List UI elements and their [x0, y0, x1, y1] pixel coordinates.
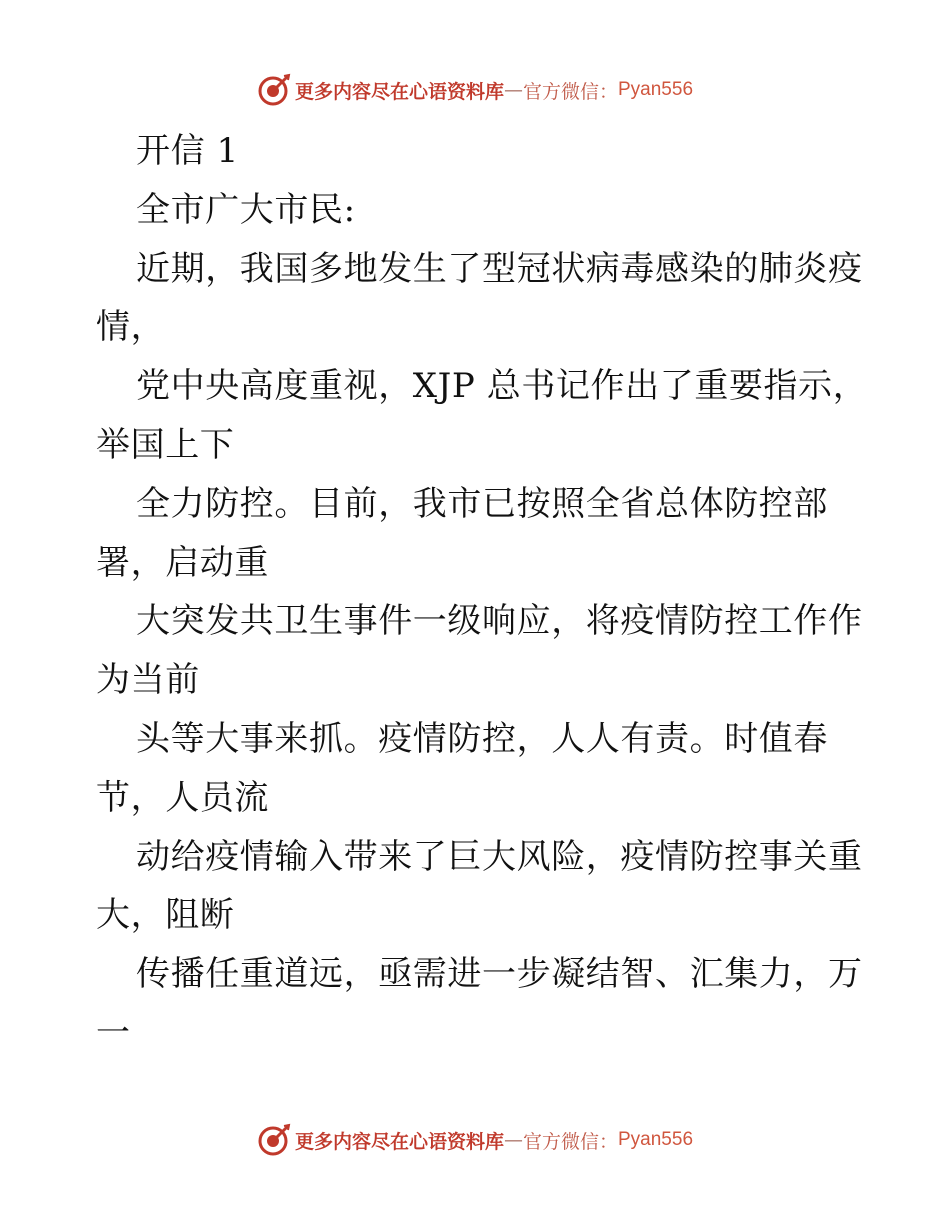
document-line: 全力防控。目前，我市已按照全省总体防控部 — [136, 483, 828, 524]
banner-wechat-id: Pyan556 — [618, 79, 694, 100]
document-line: 头等大事来抓。疫情防控，人人有责。时值春 — [136, 718, 828, 759]
document-line: 党中央高度重视，XJP 总书记作出了重要指示， — [136, 366, 868, 407]
banner-title: 更多内容尽在心语资料库 — [294, 1130, 504, 1153]
document-line: 大，阻断 — [96, 895, 235, 936]
document-line: 全市广大市民: — [136, 189, 356, 230]
document-line: 近期，我国多地发生了型冠状病毒感染的肺炎疫 — [136, 248, 863, 289]
logo-icon — [257, 1123, 291, 1157]
banner-wechat-label: 官方微信： — [522, 1130, 618, 1153]
document-line: 情， — [96, 307, 166, 348]
document-body — [96, 122, 866, 1063]
document-line: 为当前 — [96, 660, 200, 701]
document-line: 举国上下 — [96, 424, 235, 465]
document-line: 传播任重道远，亟需进一步凝结智、汇集力，万 — [136, 954, 863, 995]
banner-wechat-label: 官方微信： — [522, 80, 618, 103]
document-line: 大突发共卫生事件一级响应，将疫情防控工作作 — [136, 601, 863, 642]
document-line: 一 — [96, 1012, 131, 1053]
footer-watermark-banner — [0, 1120, 950, 1160]
document-line: 署，启动重 — [96, 542, 269, 583]
banner-wechat-id: Pyan556 — [618, 1129, 694, 1150]
header-watermark-banner — [0, 70, 950, 110]
banner-title: 更多内容尽在心语资料库 — [294, 80, 504, 103]
banner-separator: — — [503, 1129, 523, 1151]
document-line: 动给疫情输入带来了巨大风险，疫情防控事关重 — [136, 836, 863, 877]
document-line: 开信 1 — [136, 131, 239, 171]
document-line: 节，人员流 — [96, 777, 269, 818]
banner-separator: — — [503, 79, 523, 101]
logo-icon — [257, 73, 291, 107]
